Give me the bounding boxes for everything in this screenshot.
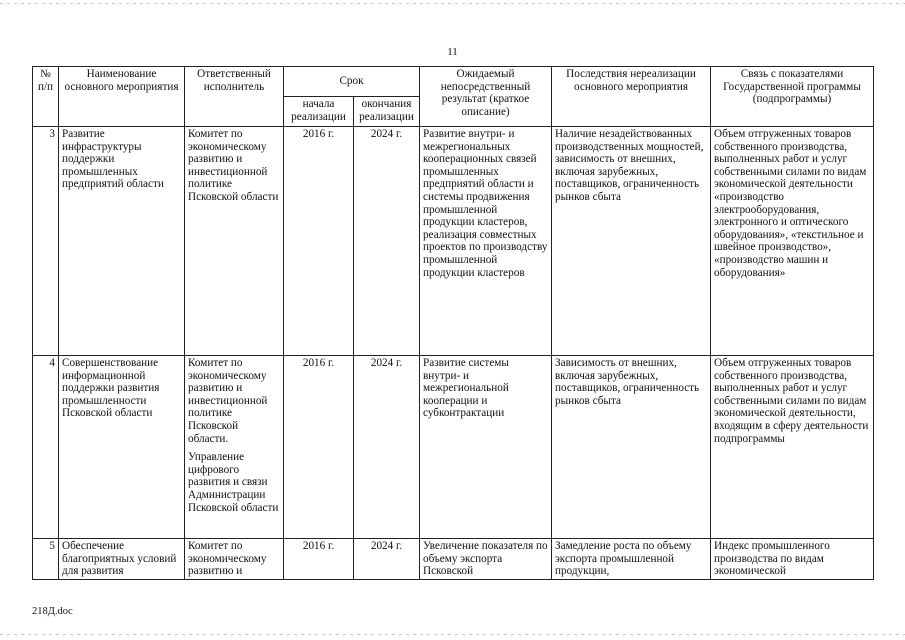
row-link: Индекс промышленного производства по видам экономической [711,539,874,580]
row-start: 2016 г. [284,356,354,539]
row-result: Развитие внутри- и межрегиональных кооперационных связей промышленных предприятий области и системы продвижения промышленной продукции кластеров, реализация совместных проектов по производству промышленной продукции кластеров [420,127,552,356]
scan-edge-bottom [0,634,905,635]
header-num: № п/п [33,67,59,127]
header-start: начала реализации [284,97,354,127]
row-start: 2016 г. [284,539,354,580]
executor-text: Комитет по экономическому развитию и инвестиционной политике Псковской области [188,128,279,203]
row-consequences: Зависимость от внешних, включая зарубежных, поставщиков, ограниченность рынков сбыта [552,356,711,539]
row-result: Увеличение показателя по объему экспорта Псковской [420,539,552,580]
scan-edge-top [0,3,905,4]
row-link: Объем отгруженных товаров собственного производства, выполненных работ и услуг собственными силами по видам экономической деятельности «производство электрооборудования, электронного и оптического оборудования», «текстильное и швейное производство», «производство машин и оборудования» [711,127,874,356]
header-period: Срок [284,67,420,97]
header-result: Ожидаемый непосредственный результат (краткое описание) [420,67,552,127]
activities-table [32,66,874,580]
row-num: 4 [33,356,59,539]
row-num: 3 [33,127,59,356]
footer-filename: 218Д.doc [32,606,73,617]
row-num: 5 [33,539,59,580]
page-number: 11 [447,46,458,58]
row-link: Объем отгруженных товаров собственного производства, выполненных работ и услуг собственными силами по видам экономической деятельности, входящим в сферу деятельности подпрограммы [711,356,874,539]
row-end: 2024 г. [354,356,420,539]
header-link: Связь с показателями Государственной программы (подпрограммы) [711,67,874,127]
row-executor [185,356,284,539]
header-consequences: Последствия нереализации основного мероприятия [552,67,711,127]
executor-text-2: Управление цифрового развития и связи Администрации Псковской области [188,451,279,514]
table-row [33,539,874,580]
row-name: Обеспечение благоприятных условий для развития [59,539,185,580]
header-executor: Ответственный исполнитель [185,67,284,127]
row-executor [185,127,284,356]
executor-text: Комитет по экономическому развитию и [188,540,267,578]
row-consequences: Наличие незадействованных производственных мощностей, зависимость от внешних, включая зарубежных, поставщиков, ограниченность рынков сбыта [552,127,711,356]
row-name: Совершенствование информационной поддержки развития промышленности Псковской области [59,356,185,539]
row-executor [185,539,284,580]
row-name: Развитие инфраструктуры поддержки промышленных предприятий области [59,127,185,356]
table-row [33,356,874,539]
header-end: окончания реализации [354,97,420,127]
row-consequences: Замедление роста по объему экспорта промышленной продукции, [552,539,711,580]
header-name: Наименование основного мероприятия [59,67,185,127]
row-result: Развитие системы внутри- и межрегиональной кооперации и субконтрактации [420,356,552,539]
row-end: 2024 г. [354,539,420,580]
executor-text: Комитет по экономическому развитию и инвестиционной политике Псковской области. [188,357,268,445]
row-end: 2024 г. [354,127,420,356]
row-start: 2016 г. [284,127,354,356]
table-row [33,127,874,356]
